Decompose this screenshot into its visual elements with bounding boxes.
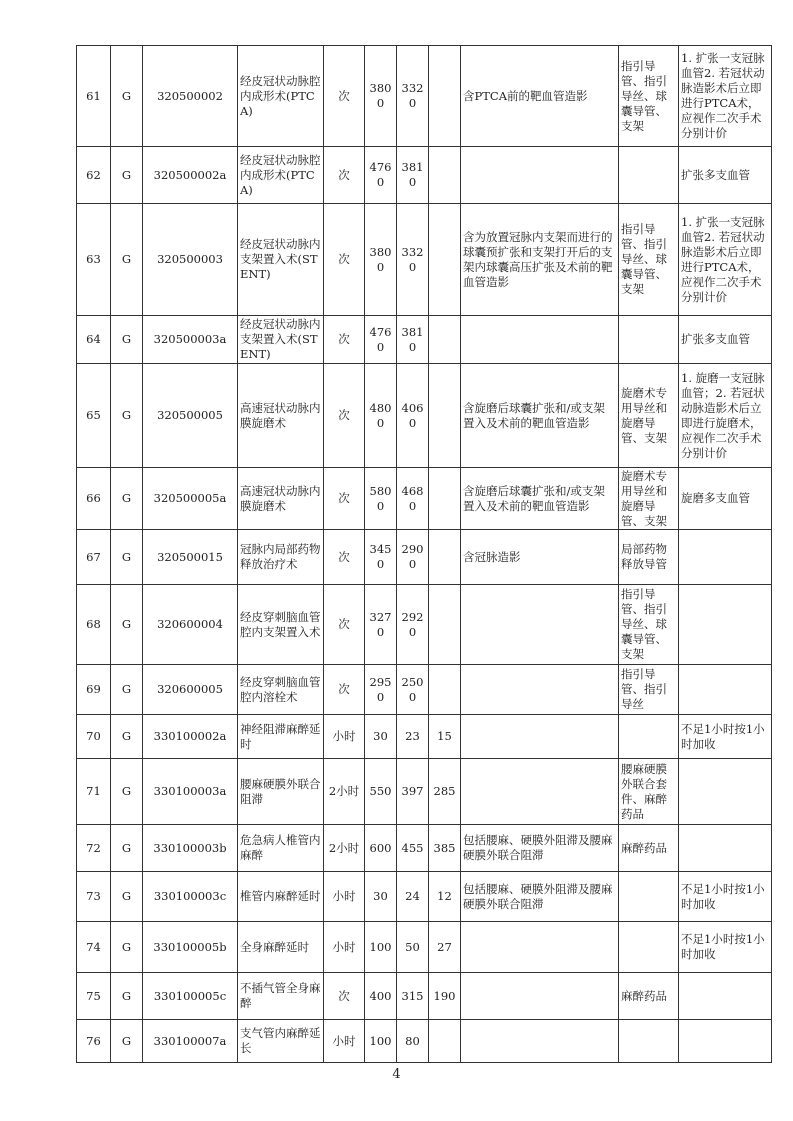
row-number: 75: [77, 973, 111, 1020]
note: [679, 973, 772, 1020]
item-name: 冠脉内局部药物释放治疗术: [238, 530, 324, 585]
unit: 小时: [324, 715, 365, 759]
item-name: 腰麻硬膜外联合阻滞: [238, 759, 324, 825]
unit: 小时: [324, 872, 365, 922]
price-1: 30: [365, 872, 397, 922]
price-2: 3810: [397, 147, 429, 204]
excluded-material: [619, 715, 679, 759]
price-3: 285: [429, 759, 461, 825]
price-1: 4760: [365, 316, 397, 364]
unit: 次: [324, 316, 365, 364]
price-1: 3800: [365, 46, 397, 147]
unit: 次: [324, 46, 365, 147]
note: 1. 扩张一支冠脉血管2. 若冠状动脉造影术后立即进行PTCA术，应视作二次手术分别计价: [679, 46, 772, 147]
table-row: [77, 530, 772, 585]
category: G: [111, 759, 143, 825]
excluded-material: [619, 1020, 679, 1063]
item-code: 330100007a: [143, 1020, 238, 1063]
price-3: [429, 46, 461, 147]
note: [679, 530, 772, 585]
row-number: 64: [77, 316, 111, 364]
note: 1. 旋磨一支冠脉血管；2. 若冠状动脉造影术后立即进行旋磨术，应视作二次手术分别计价: [679, 364, 772, 468]
excluded-material: 指引导管、指引导丝、球囊导管、支架: [619, 46, 679, 147]
price-2: 24: [397, 872, 429, 922]
price-2: 315: [397, 973, 429, 1020]
excluded-material: [619, 922, 679, 973]
price-3: 27: [429, 922, 461, 973]
price-1: 30: [365, 715, 397, 759]
price-1: 2950: [365, 665, 397, 715]
row-number: 71: [77, 759, 111, 825]
price-1: 100: [365, 922, 397, 973]
category: G: [111, 585, 143, 665]
price-2: 23: [397, 715, 429, 759]
item-name: 全身麻醉延时: [238, 922, 324, 973]
excluded-material: [619, 316, 679, 364]
price-1: 600: [365, 825, 397, 872]
row-number: 74: [77, 922, 111, 973]
item-content: 包括腰麻、硬膜外阻滞及腰麻硬膜外联合阻滞: [461, 825, 619, 872]
note: 旋磨多支血管: [679, 468, 772, 530]
item-content: [461, 665, 619, 715]
item-content: [461, 759, 619, 825]
item-name: 经皮穿刺脑血管腔内支架置入术: [238, 585, 324, 665]
item-code: 330100005c: [143, 973, 238, 1020]
unit: 次: [324, 204, 365, 316]
table-row: [77, 872, 772, 922]
excluded-material: 旋磨术专用导丝和旋磨导管、支架: [619, 364, 679, 468]
item-name: 经皮冠状动脉腔内成形术(PTCA): [238, 46, 324, 147]
item-code: 330100003c: [143, 872, 238, 922]
price-2: 455: [397, 825, 429, 872]
price-1: 3450: [365, 530, 397, 585]
row-number: 73: [77, 872, 111, 922]
table-row: [77, 759, 772, 825]
row-number: 68: [77, 585, 111, 665]
unit: 小时: [324, 922, 365, 973]
category: G: [111, 46, 143, 147]
excluded-material: 指引导管、指引导丝: [619, 665, 679, 715]
table-row: [77, 468, 772, 530]
item-content: 含冠脉造影: [461, 530, 619, 585]
category: G: [111, 530, 143, 585]
item-code: 330100003b: [143, 825, 238, 872]
unit: 次: [324, 665, 365, 715]
item-code: 330100005b: [143, 922, 238, 973]
price-1: 3800: [365, 204, 397, 316]
item-content: 含为放置冠脉内支架而进行的球囊预扩张和支架打开后的支架内球囊高压扩张及术前的靶血管造影: [461, 204, 619, 316]
price-2: 50: [397, 922, 429, 973]
price-3: [429, 147, 461, 204]
note: 不足1小时按1小时加收: [679, 715, 772, 759]
category: G: [111, 364, 143, 468]
price-2: 2900: [397, 530, 429, 585]
row-number: 65: [77, 364, 111, 468]
item-code: 320500003: [143, 204, 238, 316]
table-row: [77, 922, 772, 973]
price-3: [429, 1020, 461, 1063]
row-number: 62: [77, 147, 111, 204]
note: 扩张多支血管: [679, 147, 772, 204]
excluded-material: 旋磨术专用导丝和旋磨导管、支架: [619, 468, 679, 530]
item-content: 含旋磨后球囊扩张和/或支架置入及术前的靶血管造影: [461, 364, 619, 468]
unit: 2小时: [324, 759, 365, 825]
table-row: [77, 147, 772, 204]
item-code: 330100003a: [143, 759, 238, 825]
price-2: 3320: [397, 46, 429, 147]
excluded-material: 麻醉药品: [619, 973, 679, 1020]
item-name: 高速冠状动脉内膜旋磨术: [238, 364, 324, 468]
price-3: [429, 204, 461, 316]
unit: 小时: [324, 1020, 365, 1063]
unit: 次: [324, 147, 365, 204]
category: G: [111, 1020, 143, 1063]
excluded-material: 腰麻硬膜外联合套件、麻醉药品: [619, 759, 679, 825]
unit: 次: [324, 364, 365, 468]
price-1: 4760: [365, 147, 397, 204]
row-number: 63: [77, 204, 111, 316]
table-row: [77, 715, 772, 759]
note: [679, 665, 772, 715]
price-1: 100: [365, 1020, 397, 1063]
price-3: 15: [429, 715, 461, 759]
item-content: [461, 922, 619, 973]
price-3: [429, 530, 461, 585]
table-row: [77, 204, 772, 316]
item-name: 高速冠状动脉内膜旋磨术: [238, 468, 324, 530]
row-number: 61: [77, 46, 111, 147]
item-code: 320500005a: [143, 468, 238, 530]
note: [679, 585, 772, 665]
item-name: 经皮穿刺脑血管腔内溶栓术: [238, 665, 324, 715]
item-code: 320500003a: [143, 316, 238, 364]
unit: 2小时: [324, 825, 365, 872]
price-3: [429, 665, 461, 715]
price-3: [429, 316, 461, 364]
excluded-material: 指引导管、指引导丝、球囊导管、支架: [619, 204, 679, 316]
item-name: 椎管内麻醉延时: [238, 872, 324, 922]
price-2: 2920: [397, 585, 429, 665]
unit: 次: [324, 468, 365, 530]
price-2: 4680: [397, 468, 429, 530]
category: G: [111, 316, 143, 364]
price-1: 5800: [365, 468, 397, 530]
table-row: [77, 316, 772, 364]
price-3: 12: [429, 872, 461, 922]
price-2: 4060: [397, 364, 429, 468]
price-1: 550: [365, 759, 397, 825]
row-number: 72: [77, 825, 111, 872]
row-number: 76: [77, 1020, 111, 1063]
item-code: 320500005: [143, 364, 238, 468]
note: 不足1小时按1小时加收: [679, 872, 772, 922]
item-code: 320500002a: [143, 147, 238, 204]
price-2: 3810: [397, 316, 429, 364]
item-code: 330100002a: [143, 715, 238, 759]
note: 扩张多支血管: [679, 316, 772, 364]
price-3: 385: [429, 825, 461, 872]
unit: 次: [324, 530, 365, 585]
category: G: [111, 825, 143, 872]
item-name: 经皮冠状动脉内支架置入术(STENT): [238, 316, 324, 364]
note: [679, 825, 772, 872]
excluded-material: 局部药物释放导管: [619, 530, 679, 585]
excluded-material: 指引导管、指引导丝、球囊导管、支架: [619, 585, 679, 665]
note: [679, 1020, 772, 1063]
price-3: 190: [429, 973, 461, 1020]
item-code: 320500002: [143, 46, 238, 147]
row-number: 70: [77, 715, 111, 759]
table-row: [77, 973, 772, 1020]
item-name: 经皮冠状动脉内支架置入术(STENT): [238, 204, 324, 316]
item-content: [461, 316, 619, 364]
note: 1. 扩张一支冠脉血管2. 若冠状动脉造影术后立即进行PTCA术，应视作二次手术分别计价: [679, 204, 772, 316]
price-3: [429, 585, 461, 665]
row-number: 67: [77, 530, 111, 585]
item-name: 经皮冠状动脉腔内成形术(PTCA): [238, 147, 324, 204]
price-1: 4800: [365, 364, 397, 468]
item-content: 含旋磨后球囊扩张和/或支架置入及术前的靶血管造影: [461, 468, 619, 530]
item-code: 320500015: [143, 530, 238, 585]
item-code: 320600004: [143, 585, 238, 665]
price-1: 400: [365, 973, 397, 1020]
price-1: 3270: [365, 585, 397, 665]
item-content: [461, 973, 619, 1020]
category: G: [111, 147, 143, 204]
item-name: 支气管内麻醉延长: [238, 1020, 324, 1063]
category: G: [111, 715, 143, 759]
price-2: 3320: [397, 204, 429, 316]
item-code: 320600005: [143, 665, 238, 715]
item-content: 含PTCA前的靶血管造影: [461, 46, 619, 147]
price-3: [429, 364, 461, 468]
item-content: [461, 1020, 619, 1063]
category: G: [111, 922, 143, 973]
category: G: [111, 973, 143, 1020]
note: [679, 759, 772, 825]
note: 不足1小时按1小时加收: [679, 922, 772, 973]
table-row: [77, 665, 772, 715]
row-number: 66: [77, 468, 111, 530]
table-row: [77, 1020, 772, 1063]
table-row: [77, 364, 772, 468]
item-content: [461, 585, 619, 665]
unit: 次: [324, 585, 365, 665]
row-number: 69: [77, 665, 111, 715]
category: G: [111, 665, 143, 715]
table-row: [77, 585, 772, 665]
price-3: [429, 468, 461, 530]
item-content: [461, 715, 619, 759]
excluded-material: [619, 872, 679, 922]
price-2: 2500: [397, 665, 429, 715]
category: G: [111, 872, 143, 922]
price-2: 397: [397, 759, 429, 825]
excluded-material: 麻醉药品: [619, 825, 679, 872]
item-content: [461, 147, 619, 204]
item-name: 神经阻滞麻醉延时: [238, 715, 324, 759]
table-row: [77, 825, 772, 872]
price-2: 80: [397, 1020, 429, 1063]
item-name: 危急病人椎管内麻醉: [238, 825, 324, 872]
category: G: [111, 468, 143, 530]
category: G: [111, 204, 143, 316]
excluded-material: [619, 147, 679, 204]
unit: 次: [324, 973, 365, 1020]
page-number: 4: [392, 1067, 401, 1082]
item-content: 包括腰麻、硬膜外阻滞及腰麻硬膜外联合阻滞: [461, 872, 619, 922]
price-table: [76, 45, 772, 1063]
table-row: [77, 46, 772, 147]
item-name: 不插气管全身麻醉: [238, 973, 324, 1020]
